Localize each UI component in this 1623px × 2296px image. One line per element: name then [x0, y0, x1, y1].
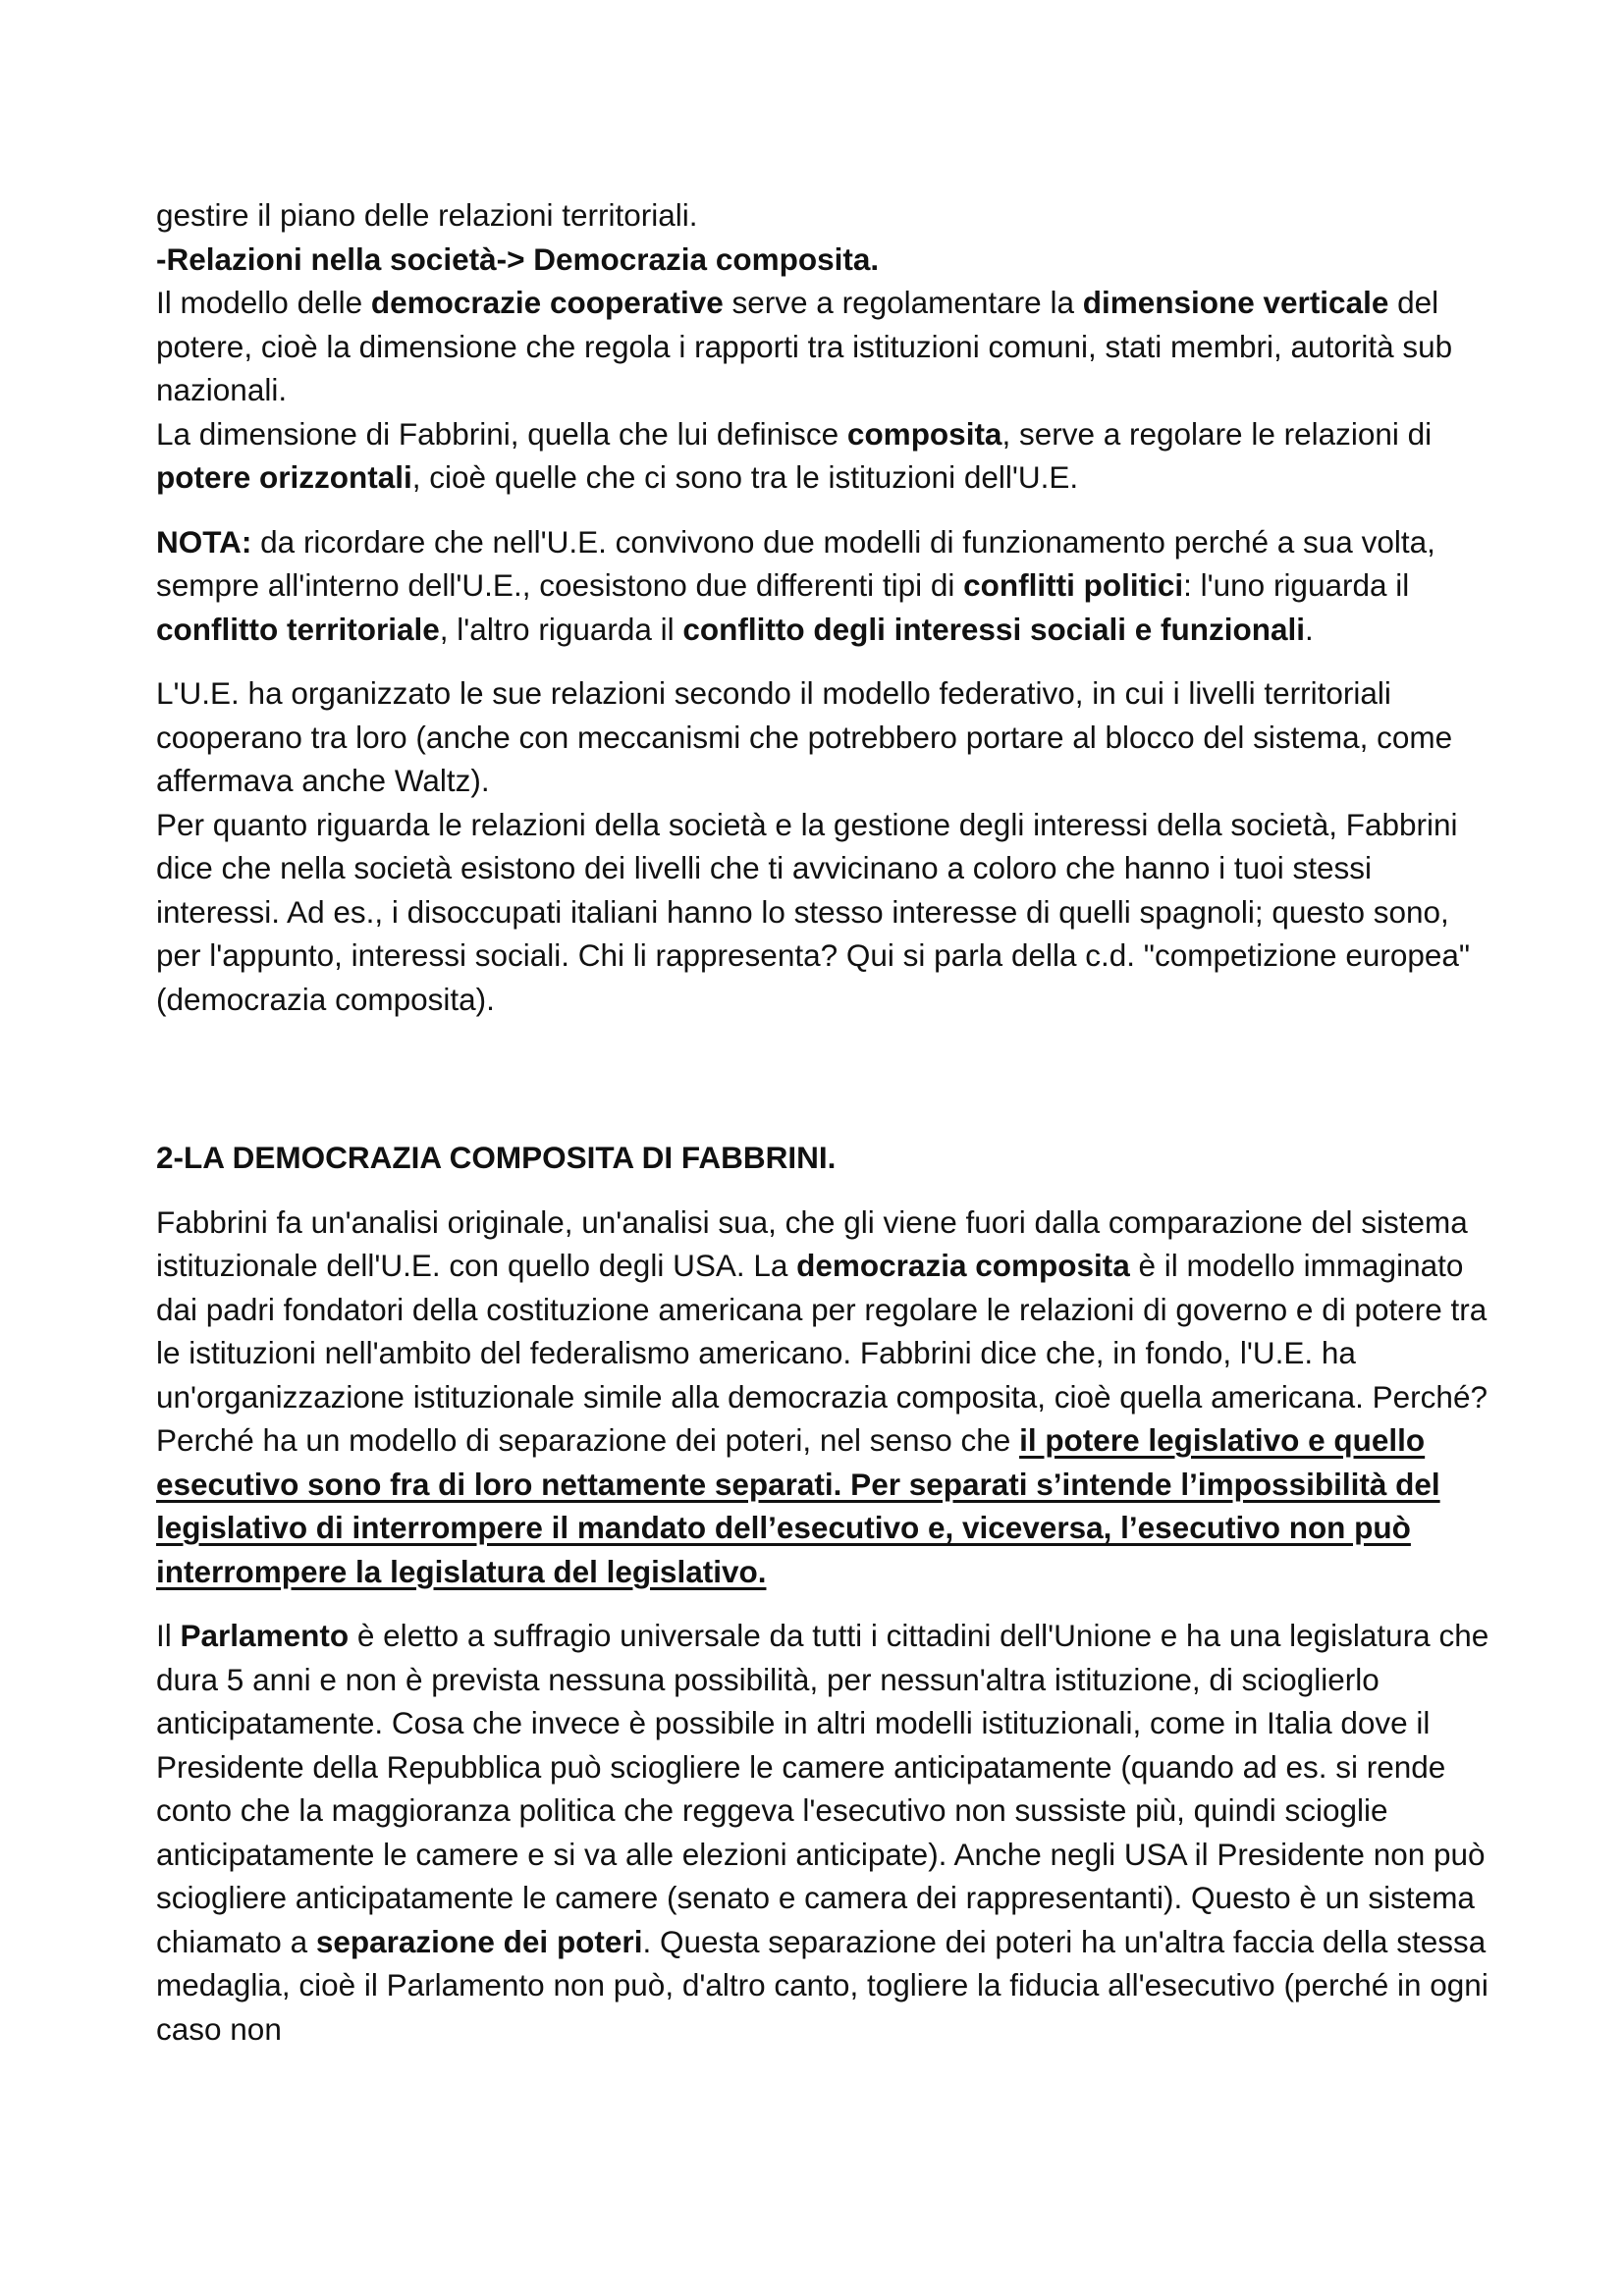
paragraph-analisi-fabbrini — [156, 1201, 1491, 1594]
text-run: , l'altro riguarda il — [439, 611, 683, 647]
paragraph-continuation — [156, 193, 1491, 238]
bold-run: potere orizzontali — [156, 459, 412, 495]
bold-run: Parlamento — [180, 1618, 350, 1653]
text-run: gestire il piano delle relazioni territoriali. — [156, 197, 698, 233]
text-run: : l'uno riguarda il — [1183, 567, 1410, 603]
bold-run: conflitto territoriale — [156, 611, 440, 647]
text-run: serve a regolamentare la — [723, 285, 1083, 320]
bold-run: -Relazioni nella società-> Democrazia composita. — [156, 240, 880, 277]
bold-run: dimensione verticale — [1082, 285, 1389, 320]
document-body — [156, 193, 1491, 2051]
bold-run: conflitto degli interessi sociali e funzionali — [682, 611, 1306, 647]
paragraph-democrazie-cooperative — [156, 281, 1491, 412]
text-run: Fabbrini fa un'analisi originale, un'analisi sua, che gli viene fuori dalla comparazione del sistema istituzionale dell'U.E. con quello degli USA. La — [156, 1203, 1468, 1283]
text-run: . Questa separazione dei poteri ha un'altra faccia della stessa medaglia, cioè il Parlamento non può, d'altro canto, togliere la fiducia all'esecutivo (perché in ogni caso non — [156, 1923, 1488, 2047]
text-run: è eletto a suffragio universale da tutti i cittadini dell'Unione e ha una legislatura che dura 5 anni e non è prevista nessuna possibilità, per nessun'altra istituzione, di scioglierlo anticipatamente. Cosa che invece è possibile in altri modelli istituzionali, come in Italia dove il Presidente della Repubblica può sciogliere le camere anticipatamente (quando ad es. si rende conto che la maggioranza politica che reggeva l'esecutivo non sussiste più, quindi scioglie anticipatamente le camere e si va alle elezioni anticipate). Anche negli USA il Presidente non può sciogliere anticipatamente le camere (senato e camera dei rappresentanti). Questo è un sistema chiamato a — [156, 1618, 1489, 1959]
bold-run: 2-LA DEMOCRAZIA COMPOSITA DI FABBRINI. — [156, 1140, 837, 1175]
bold-run: conflitti politici — [963, 567, 1184, 603]
bold-run: NOTA: — [156, 523, 252, 560]
text-run: L'U.E. ha organizzato le sue relazioni secondo il modello federativo, in cui i livelli territoriali cooperano tra loro (anche con meccanismi che potrebbero portare al blocco del sistema, come affermava anche Waltz). — [156, 675, 1453, 798]
bold-run: separazione dei poteri — [315, 1923, 643, 1959]
bold-run: composita — [846, 415, 1002, 452]
text-run: del potere, cioè la dimensione che regola i rapporti tra istituzioni comuni, stati membri, autorità sub nazionali. — [156, 285, 1453, 407]
text-run: , cioè quelle che ci sono tra le istituzioni dell'U.E. — [411, 459, 1079, 495]
paragraph-modello-federativo — [156, 671, 1491, 803]
text-run: La dimensione di Fabbrini, quella che lui definisce — [156, 415, 847, 452]
paragraph-parlamento — [156, 1614, 1491, 2051]
paragraph-relazioni-societa — [156, 803, 1491, 1022]
text-run: Per quanto riguarda le relazioni della società e la gestione degli interessi della società, Fabbrini dice che nella società esistono dei livelli che ti avvicinano a coloro che hanno i tuoi stessi interessi. Ad es., i disoccupati italiani hanno lo stesso interesse di quelli spagnoli; questo sono, per l'appunto, interessi sociali. Chi li rappresenta? Qui si parla della c.d. "competizione europea" (democrazia composita). — [156, 806, 1471, 1017]
section-heading — [156, 1136, 1491, 1180]
text-run: , serve a regolare le relazioni di — [1001, 415, 1433, 452]
text-run: . — [1305, 611, 1314, 647]
bold-run: democrazia composita — [796, 1248, 1130, 1283]
text-run: Il modello delle — [156, 285, 371, 320]
text-run: da ricordare che nell'U.E. convivono due modelli di funzionamento perché a sua volta, sempre all'interno dell'U.E., coesistono due differenti tipi di — [156, 523, 1435, 603]
paragraph-dimensione-fabbrini — [156, 412, 1491, 500]
underlined-bold-run: il potere legislativo e quello esecutivo sono fra di loro nettamente separati. Per separati s’intende l’impossibilità del legislativo di interrompere il mandato dell’esecutivo e, viceversa, l’esecutivo non può interrompere la legislatura del legislativo. — [156, 1422, 1440, 1589]
text-run: Il — [156, 1618, 181, 1653]
bold-run: democrazie cooperative — [370, 285, 724, 320]
subheading-relazioni-societa — [156, 238, 1491, 282]
paragraph-nota — [156, 520, 1491, 652]
text-run: è il modello immaginato dai padri fondatori della costituzione americana per regolare le relazioni di governo e di potere tra le istituzioni nell'ambito del federalismo americano. Fabbrini dice che, in fondo, l'U.E. ha un'organizzazione istituzionale simile alla democrazia composita, cioè quella americana. Perché? Perché ha un modello di separazione dei poteri, nel senso che — [156, 1248, 1488, 1458]
